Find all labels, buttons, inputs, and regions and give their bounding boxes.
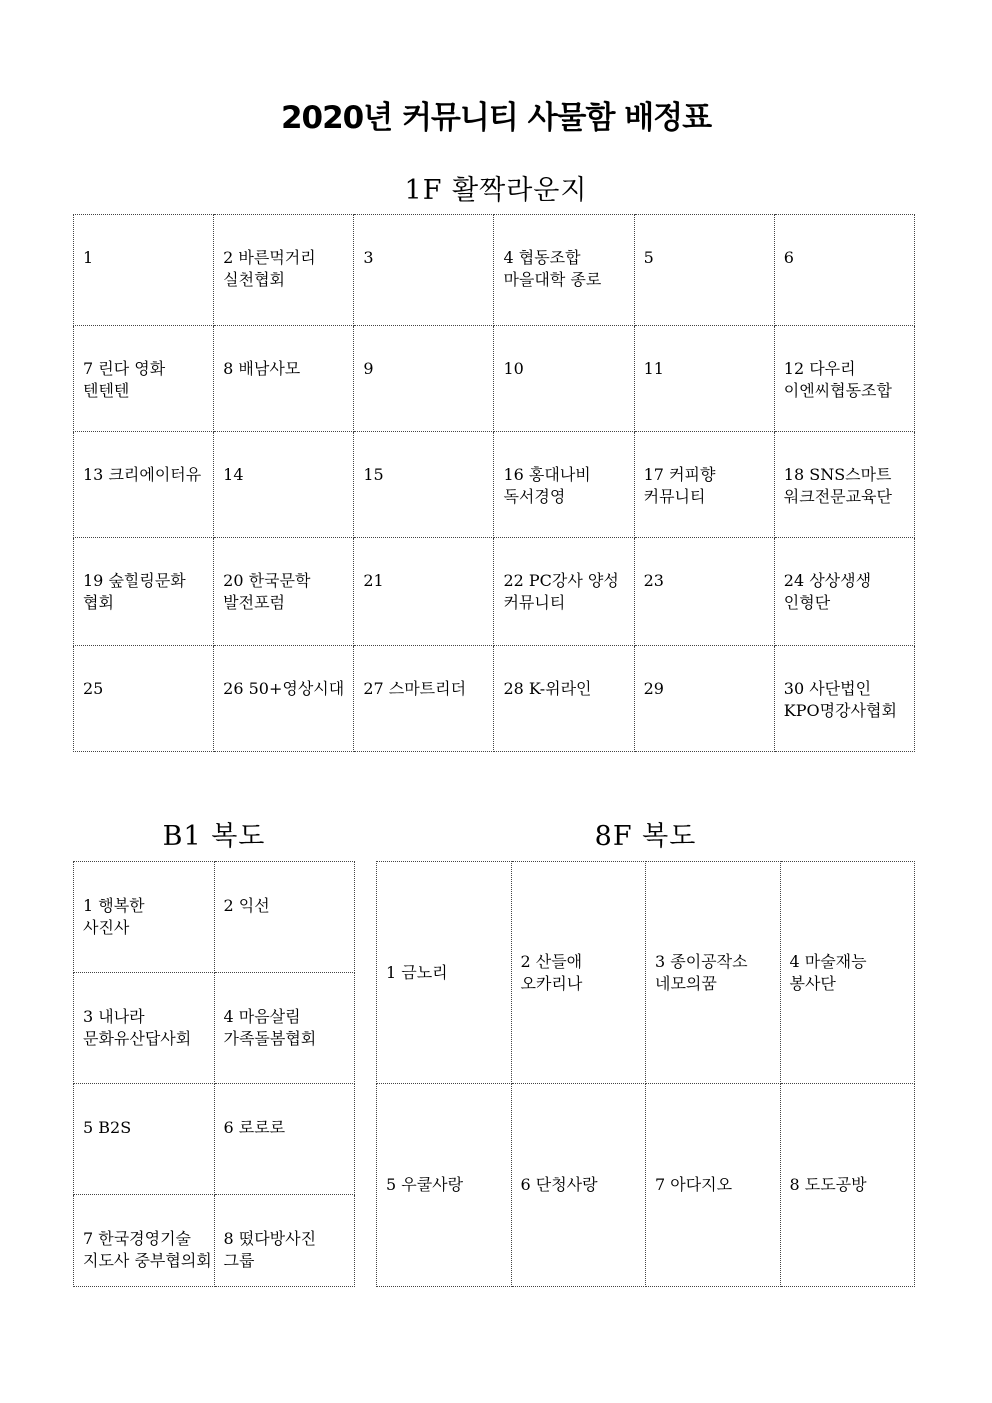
locker-cell: 9 (354, 326, 494, 432)
table-row (74, 1084, 355, 1195)
locker-cell: 1 금노리 (377, 862, 512, 1084)
locker-cell: 2 익선 (214, 862, 355, 973)
locker-cell: 25 (74, 646, 214, 752)
table-row (74, 432, 915, 538)
locker-cell: 6 (774, 215, 914, 326)
table-row (74, 646, 915, 752)
locker-cell: 8 도도공방 (780, 1084, 915, 1287)
locker-cell: 6 단청사랑 (511, 1084, 646, 1287)
locker-cell: 21 (354, 538, 494, 646)
page-title: 2020년 커뮤니티 사물함 배정표 (280, 100, 712, 136)
locker-cell: 20 한국문학 발전포럼 (214, 538, 354, 646)
section-heading-1f: 1F 활짝라운지 (404, 175, 588, 206)
locker-cell: 12 다우리 이엔씨협동조합 (774, 326, 914, 432)
locker-cell: 27 스마트리더 (354, 646, 494, 752)
locker-cell: 5 B2S (74, 1084, 215, 1195)
locker-cell: 2 바른먹거리 실천협회 (214, 215, 354, 326)
locker-cell: 13 크리에이터유 (74, 432, 214, 538)
locker-cell: 15 (354, 432, 494, 538)
locker-cell: 23 (634, 538, 774, 646)
locker-cell: 3 (354, 215, 494, 326)
locker-cell: 2 산들애 오카리나 (511, 862, 646, 1084)
section-heading-8f: 8F 복도 (594, 821, 697, 852)
table-row (74, 1195, 355, 1287)
locker-cell: 22 PC강사 양성 커뮤니티 (494, 538, 634, 646)
locker-cell: 7 린다 영화 텐텐텐 (74, 326, 214, 432)
locker-cell: 4 마술재능 봉사단 (780, 862, 915, 1084)
locker-cell: 4 마음살림 가족돌봄협회 (214, 973, 355, 1084)
locker-cell: 10 (494, 326, 634, 432)
table-row (74, 326, 915, 432)
locker-cell: 5 (634, 215, 774, 326)
table-row (377, 1084, 915, 1287)
locker-cell: 18 SNS스마트 워크전문교육단 (774, 432, 914, 538)
locker-cell: 6 로로로 (214, 1084, 355, 1195)
locker-cell: 3 종이공작소 네모의꿈 (646, 862, 781, 1084)
locker-cell: 24 상상생생 인형단 (774, 538, 914, 646)
locker-cell: 1 (74, 215, 214, 326)
locker-cell: 19 숲힐링문화 협회 (74, 538, 214, 646)
table-row (74, 215, 915, 326)
section-heading-b1: B1 복도 (162, 821, 266, 852)
locker-cell: 26 50+영상시대 (214, 646, 354, 752)
locker-cell: 29 (634, 646, 774, 752)
locker-cell: 16 홍대나비 독서경영 (494, 432, 634, 538)
locker-cell: 17 커피향 커뮤니티 (634, 432, 774, 538)
table-row (377, 862, 915, 1084)
locker-cell: 14 (214, 432, 354, 538)
locker-cell: 4 협동조합 마을대학 종로 (494, 215, 634, 326)
locker-cell: 8 배남사모 (214, 326, 354, 432)
locker-cell: 5 우쿨사랑 (377, 1084, 512, 1287)
locker-cell: 7 한국경영기술 지도사 중부협의회 (74, 1195, 215, 1287)
locker-table-8f (376, 861, 915, 1287)
locker-cell: 28 K-위라인 (494, 646, 634, 752)
table-row (74, 538, 915, 646)
table-row (74, 973, 355, 1084)
locker-cell: 30 사단법인 KPO명강사협회 (774, 646, 914, 752)
locker-table-b1 (73, 861, 355, 1287)
locker-cell: 11 (634, 326, 774, 432)
locker-cell: 7 아다지오 (646, 1084, 781, 1287)
locker-table-1f (73, 214, 915, 752)
locker-cell: 1 행복한 사진사 (74, 862, 215, 973)
locker-cell: 3 내나라 문화유산답사회 (74, 973, 215, 1084)
locker-cell: 8 떴다방사진 그룹 (214, 1195, 355, 1287)
table-row (74, 862, 355, 973)
